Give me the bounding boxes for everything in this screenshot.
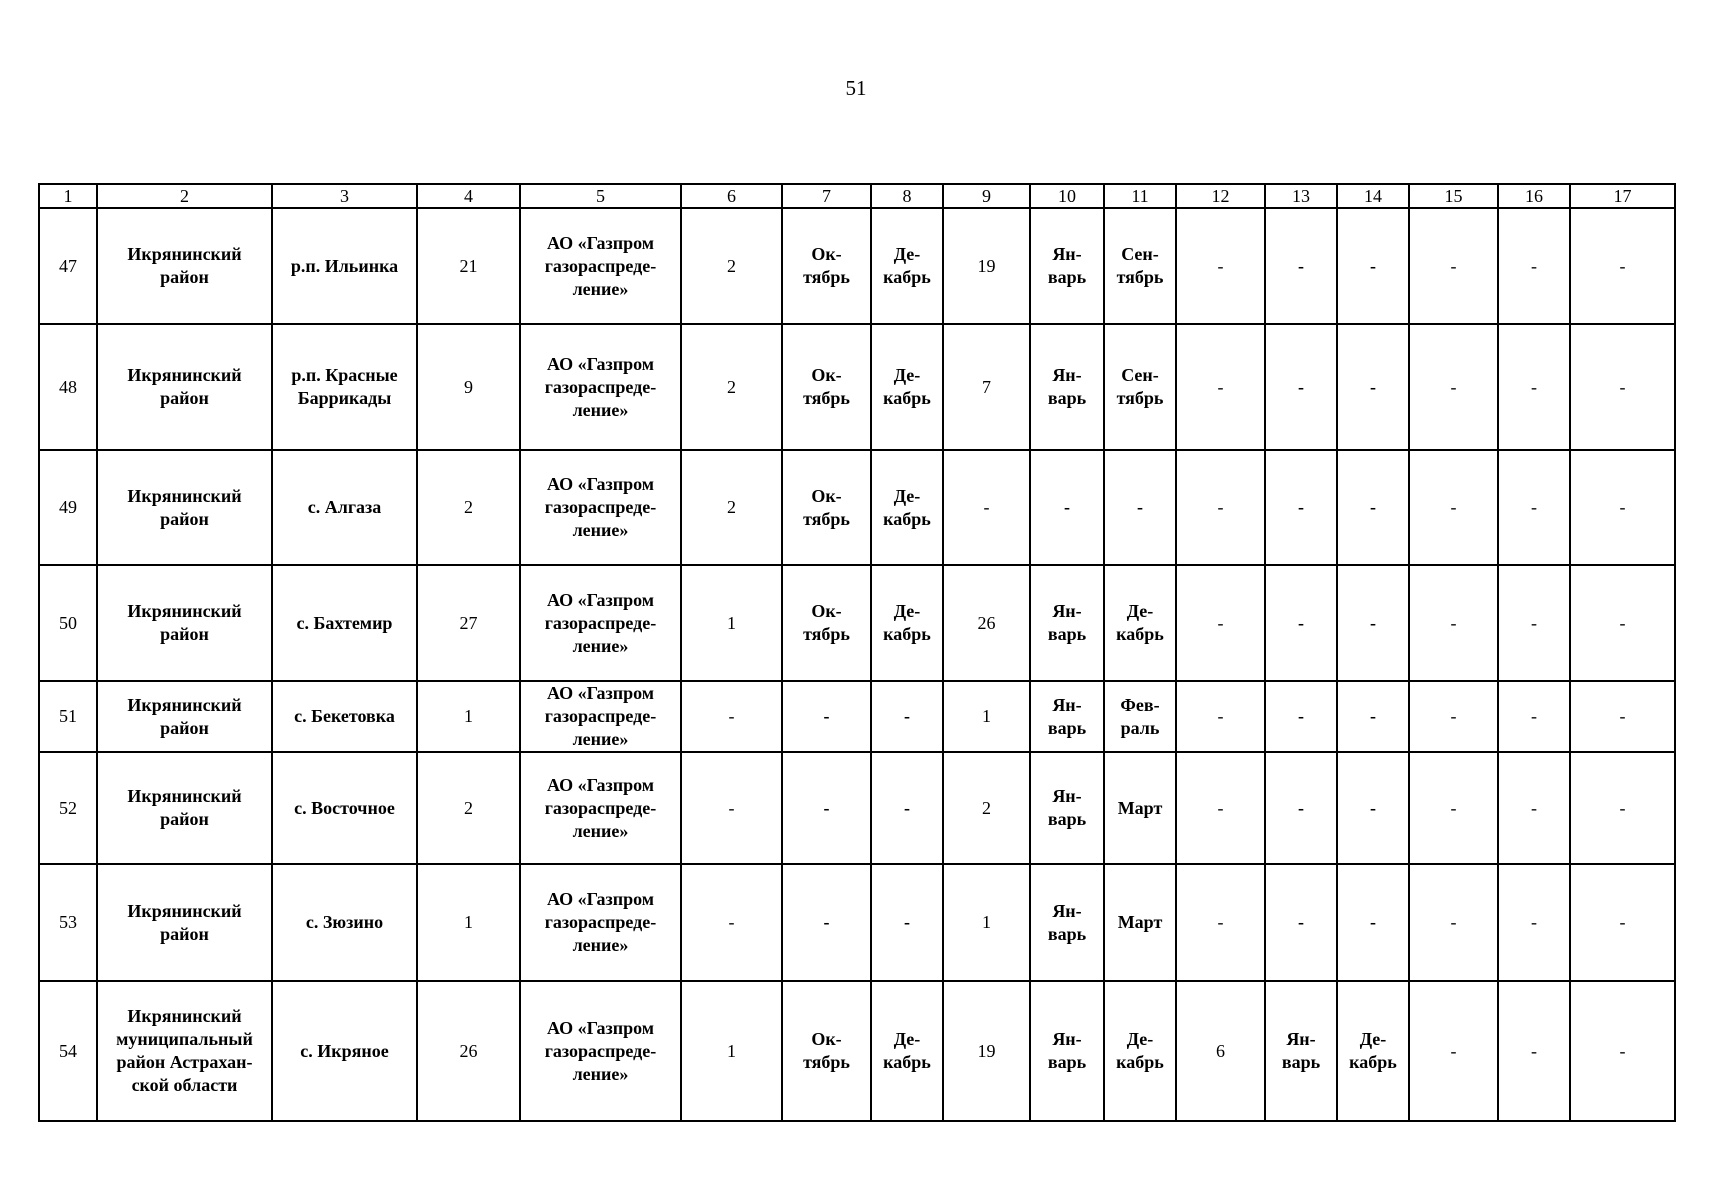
cell-text-line: ление» (572, 399, 629, 420)
cell-text-line: ление» (572, 278, 629, 299)
cell-text-line: - (823, 706, 830, 726)
settlement-cell (272, 208, 417, 324)
settlement-cell (272, 981, 417, 1121)
col6-cell: - (681, 864, 782, 981)
col13-month-cell: - (1265, 208, 1337, 324)
cell-text-line: раль (1120, 717, 1160, 738)
row-number-cell: 52 (39, 752, 97, 864)
cell-text-line: АО «Газпром (546, 474, 654, 494)
cell-text-line: район (160, 809, 209, 829)
col8-month-cell (871, 981, 943, 1121)
col7-month-cell (782, 864, 871, 981)
cell-text-line: Ок- (811, 485, 842, 506)
cell-text-line: Де- (893, 601, 921, 621)
cell-text-line: тябрь (803, 508, 850, 529)
cell-text-line: Фев- (1120, 694, 1160, 715)
organization-cell (520, 450, 681, 565)
cell-text-line: ской области (131, 1075, 238, 1095)
col9-cell: 19 (943, 208, 1030, 324)
col7-month-cell (782, 450, 871, 565)
col13-month-cell: - (1265, 450, 1337, 565)
cell-text-line: с. Бекетовка (294, 706, 395, 726)
col13-month-cell (1265, 981, 1337, 1121)
column-header-16: 16 (1498, 184, 1570, 208)
cell-text-line: газораспреде- (544, 797, 657, 818)
col8-month-cell (871, 681, 943, 752)
cell-text-line: район (160, 388, 209, 408)
col17-cell: - (1570, 864, 1675, 981)
col14-month-cell: - (1337, 324, 1409, 450)
col14-month-cell: - (1337, 208, 1409, 324)
col11-month-cell (1104, 208, 1176, 324)
cell-text-line: Ян- (1052, 786, 1082, 806)
cell-text-line: - (904, 912, 910, 932)
col10-month-cell (1030, 324, 1104, 450)
organization-cell (520, 681, 681, 752)
cell-text-line: р.п. Ильинка (290, 255, 399, 276)
col6-cell: 2 (681, 450, 782, 565)
cell-text-line: тябрь (803, 267, 850, 287)
column-header-7: 7 (782, 184, 871, 208)
col12-cell: - (1176, 752, 1265, 864)
col13-month-cell: - (1265, 565, 1337, 681)
cell-text-line: тябрь (1116, 267, 1164, 287)
gas-schedule-table (38, 183, 1676, 1122)
table-row (39, 450, 1675, 565)
col17-cell: - (1570, 450, 1675, 565)
cell-text-line: Икрянинский (127, 485, 242, 506)
cell-text-line: варь (1047, 1052, 1087, 1072)
cell-text-line: Икрянинский (127, 694, 242, 715)
col11-month-cell (1104, 981, 1176, 1121)
cell-text-line: Март (1117, 912, 1163, 932)
column-header-6: 6 (681, 184, 782, 208)
table-row (39, 565, 1675, 681)
count-cell: 2 (417, 752, 520, 864)
col16-cell: - (1498, 565, 1570, 681)
cell-text-line: Ян- (1052, 601, 1082, 621)
col16-cell: - (1498, 450, 1570, 565)
column-header-14: 14 (1337, 184, 1409, 208)
col15-cell: - (1409, 681, 1498, 752)
cell-text-line: с. Бахтемир (296, 612, 393, 633)
cell-text-line: АО «Газпром (546, 1017, 654, 1038)
col11-month-cell (1104, 324, 1176, 450)
col14-month-cell: - (1337, 864, 1409, 981)
col7-month-cell (782, 324, 871, 450)
cell-text-line: тябрь (803, 1052, 850, 1072)
count-cell: 27 (417, 565, 520, 681)
cell-text-line: - (1137, 497, 1143, 517)
col14-month-cell: - (1337, 450, 1409, 565)
col7-month-cell (782, 681, 871, 752)
cell-text-line: варь (1047, 717, 1087, 738)
cell-text-line: газораспреде- (544, 612, 657, 633)
col13-month-cell: - (1265, 681, 1337, 752)
cell-text-line: Ок- (811, 365, 842, 385)
cell-text-line: Ок- (811, 244, 842, 264)
cell-text-line: Ян- (1052, 900, 1082, 921)
col9-cell: 1 (943, 864, 1030, 981)
col10-month-cell (1030, 208, 1104, 324)
col6-cell: - (681, 681, 782, 752)
cell-text-line: - (823, 912, 830, 932)
cell-text-line: - (1064, 497, 1070, 517)
cell-text-line: варь (1047, 923, 1087, 944)
cell-text-line: Ян- (1052, 365, 1082, 385)
district-cell (97, 324, 272, 450)
cell-text-line: Ян- (1052, 1029, 1082, 1049)
col8-month-cell (871, 208, 943, 324)
district-cell (97, 864, 272, 981)
cell-text-line: газораспреде- (544, 497, 657, 517)
cell-text-line: Баррикады (297, 388, 392, 408)
col7-month-cell (782, 565, 871, 681)
cell-text-line: тябрь (803, 624, 850, 644)
col17-cell: - (1570, 565, 1675, 681)
col11-month-cell (1104, 864, 1176, 981)
cell-text-line: АО «Газпром (546, 353, 654, 374)
cell-text-line: Икрянинский (127, 244, 242, 264)
organization-cell (520, 324, 681, 450)
column-header-15: 15 (1409, 184, 1498, 208)
column-header-9: 9 (943, 184, 1030, 208)
col15-cell: - (1409, 208, 1498, 324)
cell-text-line: кабрь (1116, 1052, 1164, 1072)
col12-cell: - (1176, 450, 1265, 565)
cell-text-line: кабрь (883, 508, 931, 529)
col8-month-cell (871, 752, 943, 864)
col17-cell: - (1570, 681, 1675, 752)
cell-text-line: АО «Газпром (546, 589, 654, 610)
count-cell: 2 (417, 450, 520, 565)
row-number-cell: 54 (39, 981, 97, 1121)
cell-text-line: кабрь (883, 624, 931, 644)
cell-text-line: - (904, 706, 910, 726)
cell-text-line: с. Зюзино (305, 912, 384, 932)
row-number-cell: 50 (39, 565, 97, 681)
col14-month-cell: - (1337, 565, 1409, 681)
cell-text-line: Де- (893, 244, 921, 264)
col7-month-cell (782, 752, 871, 864)
row-number-cell: 53 (39, 864, 97, 981)
col16-cell: - (1498, 208, 1570, 324)
cell-text-line: АО «Газпром (546, 232, 654, 253)
col10-month-cell (1030, 681, 1104, 752)
cell-text-line: Икрянинский (127, 786, 242, 806)
district-cell (97, 565, 272, 681)
district-cell (97, 681, 272, 752)
cell-text-line: Де- (893, 485, 921, 506)
cell-text-line: Ян- (1052, 244, 1082, 264)
cell-text-line: с. Алгаза (307, 497, 382, 517)
district-cell (97, 981, 272, 1121)
col14-month-cell: - (1337, 681, 1409, 752)
cell-text-line: район (160, 508, 209, 529)
cell-text-line: ление» (572, 1063, 629, 1084)
column-header-10: 10 (1030, 184, 1104, 208)
column-header-12: 12 (1176, 184, 1265, 208)
col8-month-cell (871, 864, 943, 981)
count-cell: 26 (417, 981, 520, 1121)
cell-text-line: - (823, 797, 830, 818)
col15-cell: - (1409, 565, 1498, 681)
col9-cell: 19 (943, 981, 1030, 1121)
cell-text-line: Ян- (1052, 694, 1082, 715)
col6-cell: 1 (681, 981, 782, 1121)
settlement-cell (272, 864, 417, 981)
cell-text-line: варь (1281, 1052, 1321, 1072)
cell-text-line: АО «Газпром (546, 774, 654, 795)
organization-cell (520, 565, 681, 681)
cell-text-line: варь (1047, 624, 1087, 644)
col10-month-cell (1030, 864, 1104, 981)
cell-text-line: кабрь (883, 388, 931, 408)
column-header-3: 3 (272, 184, 417, 208)
col7-month-cell (782, 981, 871, 1121)
row-number-cell: 48 (39, 324, 97, 450)
cell-text-line: газораспреде- (544, 255, 657, 276)
row-number-cell: 49 (39, 450, 97, 565)
col10-month-cell (1030, 752, 1104, 864)
settlement-cell (272, 324, 417, 450)
cell-text-line: газораспреде- (544, 912, 657, 932)
col12-cell: - (1176, 681, 1265, 752)
col12-cell: 6 (1176, 981, 1265, 1121)
cell-text-line: Де- (893, 365, 921, 385)
cell-text-line: варь (1047, 388, 1087, 408)
settlement-cell (272, 752, 417, 864)
cell-text-line: кабрь (1349, 1052, 1397, 1072)
cell-text-line: Икрянинский (127, 365, 242, 385)
col8-month-cell (871, 450, 943, 565)
col9-cell: 26 (943, 565, 1030, 681)
page-number: 51 (845, 76, 867, 100)
col13-month-cell: - (1265, 752, 1337, 864)
column-header-1: 1 (39, 184, 97, 208)
col9-cell: 1 (943, 681, 1030, 752)
col9-cell: 7 (943, 324, 1030, 450)
table-row (39, 752, 1675, 864)
column-header-17: 17 (1570, 184, 1675, 208)
cell-text-line: Де- (1126, 601, 1154, 621)
cell-text-line: Ок- (811, 1029, 842, 1049)
table-row (39, 681, 1675, 752)
cell-text-line: кабрь (1116, 624, 1164, 644)
cell-text-line: - (904, 797, 910, 818)
count-cell: 21 (417, 208, 520, 324)
col15-cell: - (1409, 324, 1498, 450)
count-cell: 1 (417, 681, 520, 752)
col12-cell: - (1176, 324, 1265, 450)
organization-cell (520, 864, 681, 981)
cell-text-line: Де- (1359, 1029, 1387, 1049)
col6-cell: 1 (681, 565, 782, 681)
cell-text-line: варь (1047, 809, 1087, 829)
col14-month-cell: - (1337, 752, 1409, 864)
column-header-5: 5 (520, 184, 681, 208)
col17-cell: - (1570, 324, 1675, 450)
col15-cell: - (1409, 450, 1498, 565)
cell-text-line: ление» (572, 520, 629, 540)
cell-text-line: с. Икряное (300, 1040, 389, 1061)
cell-text-line: муниципальный (116, 1029, 253, 1049)
cell-text-line: ление» (572, 935, 629, 955)
count-cell: 9 (417, 324, 520, 450)
col10-month-cell (1030, 450, 1104, 565)
settlement-cell (272, 450, 417, 565)
column-header-13: 13 (1265, 184, 1337, 208)
table-body (39, 184, 1675, 1121)
col6-cell: - (681, 752, 782, 864)
col9-cell: - (943, 450, 1030, 565)
cell-text-line: район (160, 923, 209, 944)
cell-text-line: Март (1117, 797, 1163, 818)
column-header-8: 8 (871, 184, 943, 208)
col11-month-cell (1104, 752, 1176, 864)
cell-text-line: АО «Газпром (546, 889, 654, 909)
cell-text-line: газораспреде- (544, 1040, 657, 1061)
col11-month-cell (1104, 681, 1176, 752)
col12-cell: - (1176, 208, 1265, 324)
settlement-cell (272, 681, 417, 752)
table-row (39, 864, 1675, 981)
col14-month-cell (1337, 981, 1409, 1121)
organization-cell (520, 208, 681, 324)
col16-cell: - (1498, 752, 1570, 864)
district-cell (97, 450, 272, 565)
cell-text-line: кабрь (883, 1052, 931, 1072)
cell-text-line: с. Восточное (294, 797, 395, 818)
settlement-cell (272, 565, 417, 681)
col17-cell: - (1570, 752, 1675, 864)
cell-text-line: кабрь (883, 267, 931, 287)
cell-text-line: район Астрахан- (116, 1052, 253, 1072)
column-header-2: 2 (97, 184, 272, 208)
cell-text-line: район (160, 267, 209, 287)
row-number-cell: 47 (39, 208, 97, 324)
cell-text-line: Икрянинский (127, 1006, 242, 1026)
col10-month-cell (1030, 565, 1104, 681)
col8-month-cell (871, 324, 943, 450)
col8-month-cell (871, 565, 943, 681)
organization-cell (520, 752, 681, 864)
cell-text-line: газораспреде- (544, 376, 657, 397)
col6-cell: 2 (681, 208, 782, 324)
cell-text-line: газораспреде- (544, 706, 657, 726)
organization-cell (520, 981, 681, 1121)
cell-text-line: Сен- (1121, 244, 1159, 264)
col16-cell: - (1498, 981, 1570, 1121)
cell-text-line: Ок- (811, 601, 842, 621)
col15-cell: - (1409, 981, 1498, 1121)
col13-month-cell: - (1265, 324, 1337, 450)
col16-cell: - (1498, 681, 1570, 752)
col9-cell: 2 (943, 752, 1030, 864)
col13-month-cell: - (1265, 864, 1337, 981)
cell-text-line: Икрянинский (127, 900, 242, 921)
table-row (39, 208, 1675, 324)
column-header-4: 4 (417, 184, 520, 208)
cell-text-line: варь (1047, 267, 1087, 287)
col15-cell: - (1409, 752, 1498, 864)
cell-text-line: р.п. Красные (291, 365, 398, 385)
cell-text-line: Де- (893, 1029, 921, 1049)
table-row (39, 981, 1675, 1121)
col12-cell: - (1176, 565, 1265, 681)
cell-text-line: ление» (572, 729, 629, 749)
col15-cell: - (1409, 864, 1498, 981)
col11-month-cell (1104, 450, 1176, 565)
cell-text-line: АО «Газпром (546, 683, 654, 703)
count-cell: 1 (417, 864, 520, 981)
col17-cell: - (1570, 981, 1675, 1121)
cell-text-line: район (160, 717, 209, 738)
col7-month-cell (782, 208, 871, 324)
row-number-cell: 51 (39, 681, 97, 752)
col16-cell: - (1498, 324, 1570, 450)
cell-text-line: район (160, 624, 209, 644)
cell-text-line: Икрянинский (127, 601, 242, 621)
cell-text-line: Де- (1126, 1029, 1154, 1049)
cell-text-line: Сен- (1121, 365, 1159, 385)
cell-text-line: ление» (572, 635, 629, 656)
column-header-11: 11 (1104, 184, 1176, 208)
column-number-row (39, 184, 1675, 208)
col17-cell: - (1570, 208, 1675, 324)
col16-cell: - (1498, 864, 1570, 981)
cell-text-line: ление» (572, 820, 629, 841)
cell-text-line: тябрь (1116, 388, 1164, 408)
table-row (39, 324, 1675, 450)
col6-cell: 2 (681, 324, 782, 450)
col11-month-cell (1104, 565, 1176, 681)
district-cell (97, 752, 272, 864)
cell-text-line: тябрь (803, 388, 850, 408)
col10-month-cell (1030, 981, 1104, 1121)
district-cell (97, 208, 272, 324)
cell-text-line: Ян- (1286, 1029, 1316, 1049)
col12-cell: - (1176, 864, 1265, 981)
